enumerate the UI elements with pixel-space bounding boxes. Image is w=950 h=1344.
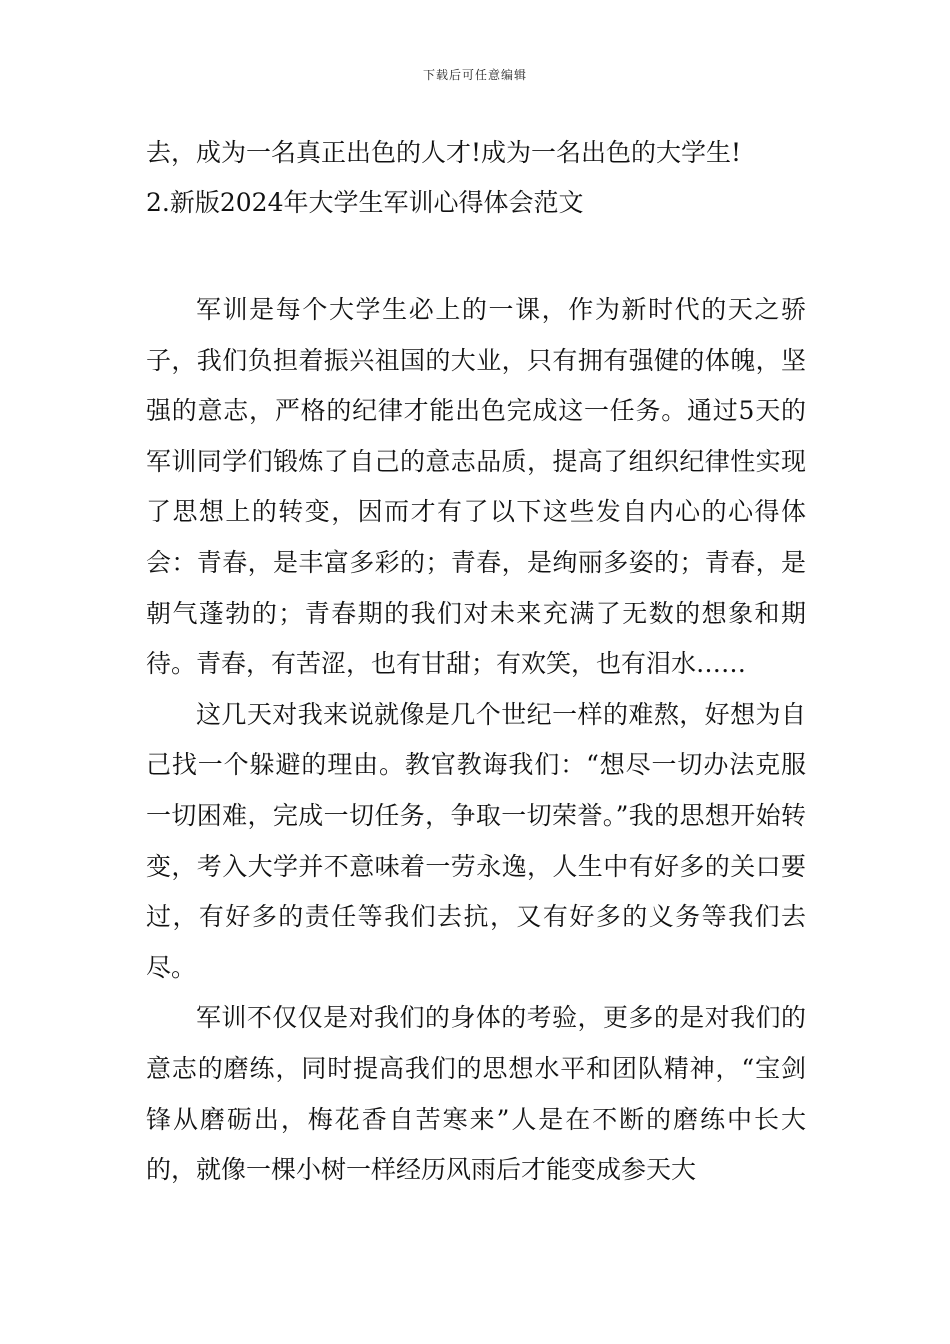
paragraph-3: 军训不仅仅是对我们的身体的考验，更多的是对我们的意志的磨练，同时提高我们的思想水平和团队精神，“宝剑锋从磨砺出，梅花香自苦寒来”人是在不断的磨练中长大的，就像一棵小树一样经历风雨后才能变成参天大 (146, 1003, 806, 1185)
paragraph-2: 这几天对我来说就像是几个世纪一样的难熬，好想为自己找一个躲避的理由。教官教诲我们：“想尽一切办法克服一切困难，完成一切任务，争取一切荣誉。”我的思想开始转变，考入大学并不意味着一劳永逸，人生中有好多的关口要过，有好多的责任等我们去抗，又有好多的义务等我们去尽。 (146, 699, 806, 982)
paragraph-1: 军训是每个大学生必上的一课，作为新时代的天之骄子，我们负担着振兴祖国的大业，只有拥有强健的体魄，坚强的意志，严格的纪律才能出色完成这一任务。通过5天的军训同学们锻炼了自己的意志品质，提高了组织纪律性实现了思想上的转变，因而才有了以下这些发自内心的心得体会：青春，是丰富多彩的；青春，是绚丽多姿的；青春，是朝气蓬勃的；青春期的我们对未来充满了无数的想象和期待。青春，有苦涩，也有甘甜；有欢笑，也有泪水…… (146, 295, 806, 679)
section-spacer (146, 228, 806, 285)
continuation-line: 去，成为一名真正出色的人才!成为一名出色的大学生! (146, 138, 742, 167)
document-body (146, 128, 806, 1196)
header-note: 下载后可任意编辑 (422, 68, 527, 82)
section-title: 2.新版2024年大学生军训心得体会范文 (146, 188, 584, 217)
